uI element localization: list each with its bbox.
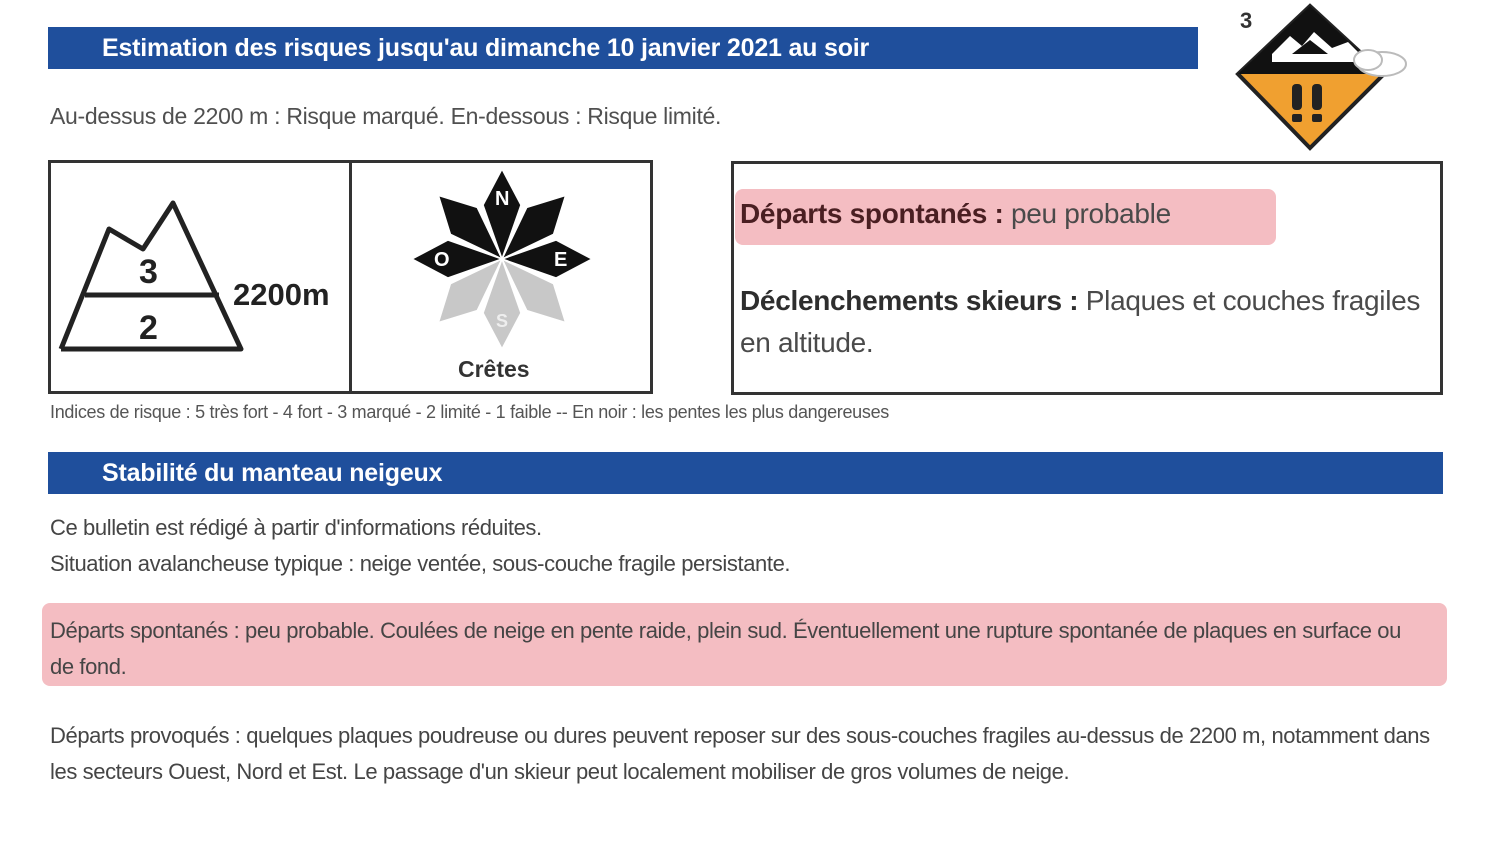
danger-level-pictogram [1232, 2, 1422, 154]
rose-east: E [554, 249, 568, 271]
rose-north: N [495, 188, 510, 210]
altitude-label: 2200m [233, 277, 330, 312]
stability-line-2: Situation avalancheuse typique : neige ventée, sous-couche fragile persistante. [50, 551, 791, 576]
spontaneous-value: peu probable [1003, 198, 1171, 229]
exposure-rose-box [349, 160, 653, 394]
spontaneous-departures [740, 198, 1171, 230]
skier-label: Déclenchements skieurs : [740, 285, 1079, 316]
rose-caption: Crêtes [458, 356, 530, 382]
snowpack-stability-header: Stabilité du manteau neigeux [48, 452, 1443, 494]
risk-legend: Indices de risque : 5 très fort - 4 fort - 3 marqué - 2 limité - 1 faible -- En noir : les pentes les plus dangereuses [50, 402, 890, 422]
stability-spontaneous: Départs spontanés : peu probable. Coulées de neige en pente raide, plein sud. Éventuellement une rupture spontanée de plaques en surface ou de fond. [50, 618, 1401, 679]
pictogram-level: 3 [1240, 8, 1253, 33]
altitude-risk-box [48, 160, 352, 394]
spontaneous-label: Départs spontanés : [740, 198, 1004, 229]
skier-triggering [740, 280, 1430, 364]
stability-provoked: Départs provoqués : quelques plaques poudreuse ou dures peuvent reposer sur des sous-couches fragiles au-dessus de 2200 m, notamment dans les secteurs Ouest, Nord et Est. Le passage d'un skieur peut localement mobiliser de gros volumes de neige. [50, 723, 1430, 784]
risk-estimate-header: Estimation des risques jusqu'au dimanche 10 janvier 2021 au soir [48, 27, 1198, 69]
rose-south: S [496, 311, 509, 331]
lower-level: 2 [139, 309, 158, 347]
stability-line-1: Ce bulletin est rédigé à partir d'informations réduites. [50, 515, 542, 540]
mountain-icon [51, 163, 349, 391]
skier-value: Plaques et couches fragiles en altitude. [740, 285, 1421, 358]
risk-summary: Au-dessus de 2200 m : Risque marqué. En-dessous : Risque limité. [50, 103, 722, 129]
compass-rose-icon [352, 163, 650, 391]
rose-west: O [434, 249, 450, 271]
upper-level: 3 [139, 253, 158, 291]
